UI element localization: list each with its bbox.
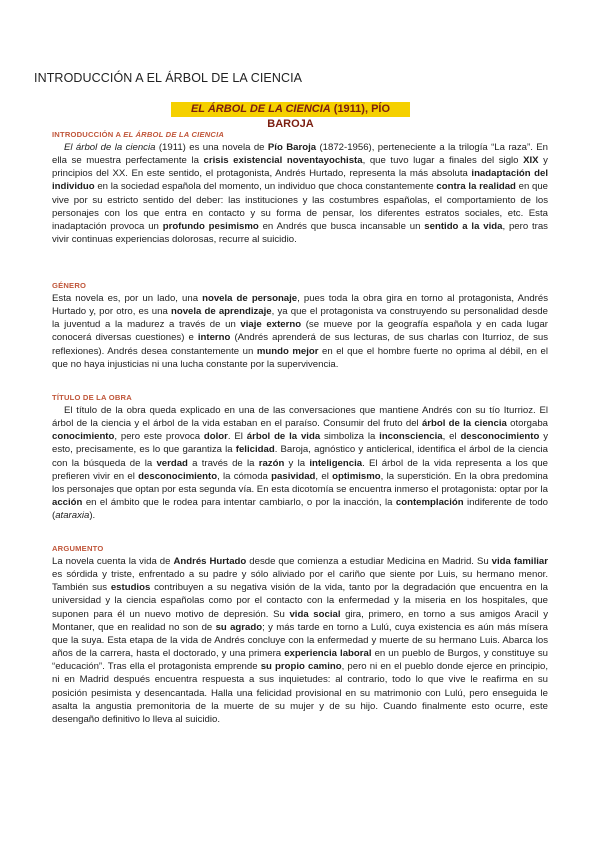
text-run: , pues toda la obra gira en torno al protagonista, Andrés Hurtado y, por otro, es una (52, 293, 548, 318)
text-run: en que vive por su estricto sentido del deber: las instituciones y las costumbres españolas, el comportamiento de los personajes con los que entra en contacto y su forma de pensar, los diferentes estratos sociales, etc. Esta inadaptación provoca un (52, 181, 548, 232)
text-run: viaje externo (240, 319, 302, 331)
text-run: desconocimiento (460, 431, 540, 443)
text-run: vida familiar (491, 556, 548, 567)
paragraph-introduccion (52, 141, 548, 246)
text-run: su agrado (215, 621, 263, 633)
text-run: crisis existencial noventayochista (203, 155, 363, 167)
text-run: novela de aprendizaje (170, 306, 272, 318)
text-run: ). (89, 510, 96, 522)
text-run: árbol de la vida (246, 431, 321, 443)
text-run: , el (442, 431, 461, 443)
text-run: La novela cuenta la vida de (52, 556, 174, 567)
text-run: , ya que el protagonista va construyendo su personalidad desde la juventud a la madurez a través de un (52, 306, 548, 331)
text-run: (se mueve por la geografía española y en cada lugar conocerá diversas cuestiones) e (52, 319, 548, 344)
text-run: en un pueblo de Burgos, y constituye su “educación”. Tras ella el protagonista emprende (52, 648, 549, 673)
text-run: experiencia laboral (284, 648, 372, 660)
text-run: , el (315, 470, 333, 482)
section-heading-genero: GÉNERO (52, 281, 87, 290)
text-run: a través de la (187, 457, 259, 469)
text-run: ; y más tarde en torno a Lulú, cuya existencia es aún más mísera que la suya. Esta etapa de la vida de Andrés concluye con la enfermedad y muerte de su hermano Luis. Abarca los años de la carrera, hasta el doctorado, y una primera (52, 621, 548, 660)
text-run: felicidad (235, 444, 275, 456)
text-run: inconsciencia (379, 431, 443, 443)
text-run: , la superstición. En la obra predomina los personajes que optan por esta segunda vía. En esta dicotomía se encuentra inmerso el protagonista: optar por la (52, 470, 548, 495)
text-run: otorgaba (506, 418, 548, 430)
text-run: y principios del XX. En este sentido, el protagonista, Andrés Hurtado, representa la más absoluta (52, 155, 548, 180)
text-run: inadaptación del individuo (52, 168, 548, 193)
text-run: y la (284, 457, 310, 469)
text-run: pasividad (271, 470, 316, 482)
text-run: es sórdida y triste, enfrentado a su padre y sólo aliviado por el cariño que siente por Luis, su hermano menor. También sus (52, 569, 548, 594)
section-argumento (52, 543, 548, 726)
text-run: en el que el hombre fuerte no oprima al débil, en el que no haya injusticias ni una lucha constante por la supervivencia. (52, 345, 548, 370)
text-run: El árbol de la ciencia (64, 142, 156, 153)
text-run: , pero este provoca (114, 431, 204, 443)
text-run: , pero ni en el pueblo donde ejerce en principio, ni en Madrid después encuentra respuesta a sus inquietudes: al contrario, todo lo que vive le reafirma en su posición pesimista y desencantada. Halla una felicidad provisional en su matrimonio con Lulú, pero enseguida le asalta la angustia premonitoria de la muerte de su mujer y de su hijo. Cuando finalmente esto ocurre, este desengaño definitivo lo lleva al suicidio. (52, 661, 548, 725)
document-title: INTRODUCCIÓN A EL ÁRBOL DE LA CIENCIA (34, 71, 303, 85)
paragraph-titulo (52, 404, 548, 522)
text-run: XIX (523, 155, 539, 167)
text-run: vida social (289, 608, 341, 620)
text-run: su propio camino (260, 661, 342, 673)
text-run: dolor (203, 431, 228, 443)
paragraph-argumento (52, 555, 548, 726)
section-heading-introduccion: INTRODUCCIÓN A EL ÁRBOL DE LA CIENCIA (52, 130, 225, 139)
text-run: , pero tras vivir continuas experiencias dolorosas, recurre al suicidio. (52, 220, 548, 246)
text-run: Esta novela es, por un lado, una (52, 293, 203, 304)
banner-title-rest: (1911), PÍO BAROJA (267, 103, 391, 130)
text-run: . El (227, 431, 247, 443)
banner-title-italic: EL ÁRBOL DE LA CIENCIA (190, 103, 331, 115)
paragraph-genero (52, 292, 548, 371)
text-run: estudios (110, 582, 151, 594)
text-run: inteligencia (309, 457, 363, 469)
text-run: en Andrés que busca incansable un (258, 220, 425, 232)
text-run: (1872-1956), perteneciente a la trilogía “La raza”. En ella se muestra perfectamente la (52, 142, 549, 167)
text-run: , que tuvo lugar a finales del siglo (362, 155, 524, 167)
text-run: desde que comienza a estudiar Medicina en Madrid. Su (246, 556, 492, 567)
text-run: en el ámbito que le rodea para intentar cambiarlo, o por la inacción, la (82, 497, 396, 509)
text-run: ataraxia (55, 510, 90, 522)
text-run: sentido a la vida (424, 220, 503, 232)
section-heading-titulo: TÍTULO DE LA OBRA (52, 393, 132, 402)
text-run: optimismo (332, 470, 381, 482)
text-run: Pío Baroja (267, 142, 317, 153)
text-run: árbol de la ciencia (421, 418, 507, 430)
text-run: desconocimiento (138, 470, 218, 482)
text-run: interno (197, 332, 231, 344)
title-banner (171, 102, 410, 130)
text-run: El título de la obra queda explicado en una de las conversaciones que mantiene Andrés con su tío Iturrioz. El árbol de la ciencia y el árbol de la vida estaban en el paraíso. Consumir del fruto del (52, 405, 548, 430)
text-run: novela de personaje (202, 293, 298, 304)
section-introduccion (52, 129, 548, 246)
text-run: gira, primero, en torno a sus amigos Aracil y Montaner, que en realidad no son de (52, 608, 549, 633)
text-run: (1911) es una novela de (155, 142, 268, 153)
text-run: contemplación (395, 497, 464, 509)
text-run: y esto, precisamente, es lo que garantiza la (52, 431, 548, 456)
text-run: conocimiento (52, 431, 115, 443)
text-run: . Baroja, agnóstico y anticlerical, identifica el árbol de la ciencia con la búsqueda de la (52, 444, 548, 469)
section-titulo (52, 392, 548, 522)
text-run: en la sociedad española del momento, un individuo que choca constantemente (94, 181, 437, 193)
text-run: (Andrés aprenderá de sus lecturas, de sus charlas con Iturrioz, de sus reflexiones). Andrés desea constantemente un (52, 332, 548, 357)
text-run: contra la realidad (436, 181, 516, 193)
text-run: verdad (156, 457, 188, 469)
text-run: . El árbol de la vida representa a los que prefieren vivir en el (52, 457, 549, 482)
text-run: mundo mejor (256, 345, 319, 357)
text-run: indiferente de todo ( (52, 497, 548, 522)
text-run: acción (52, 497, 83, 509)
section-genero (52, 280, 548, 371)
section-heading-argumento: ARGUMENTO (52, 544, 104, 553)
text-run: Andrés Hurtado (173, 556, 247, 567)
text-run: razón (258, 457, 285, 469)
text-run: profundo pesimismo (162, 220, 259, 232)
text-run: , la cómoda (217, 470, 272, 482)
text-run: contribuyen a su negativa visión de la vida, tanto por la degradación que encuentra en la universidad y la ciencia españolas como por el contacto con la enfermedad y la miseria en los hospitales, que suponen para él un nuevo motivo de depresión. Su (52, 582, 548, 620)
text-run: simboliza la (320, 431, 380, 443)
